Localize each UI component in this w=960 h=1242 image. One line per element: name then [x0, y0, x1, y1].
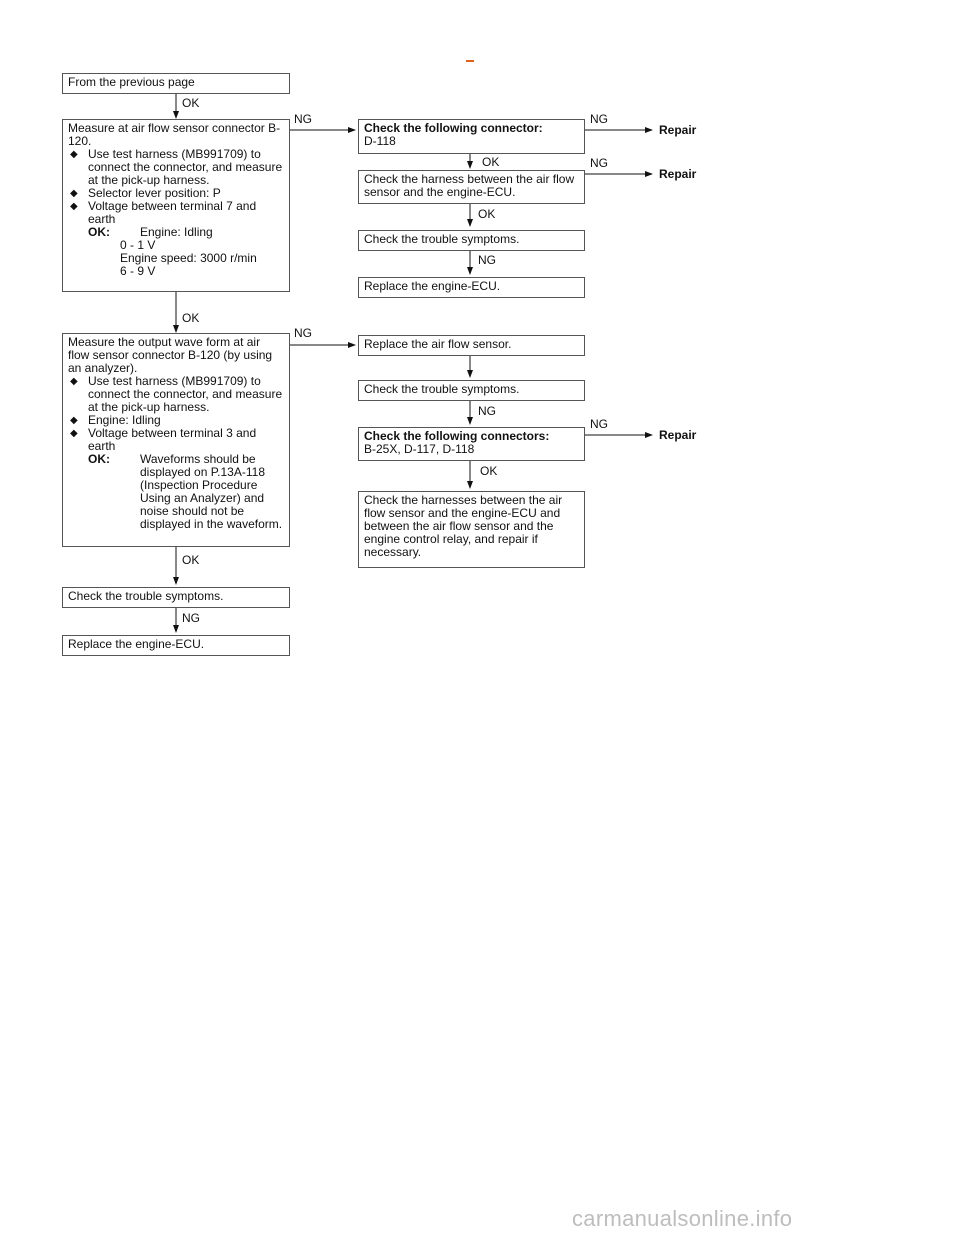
label-ok: OK: [182, 311, 200, 325]
check-symptoms-2-text: Check the trouble symptoms.: [364, 382, 520, 396]
ok-criteria-line: Engine: Idling: [140, 225, 213, 239]
measure-b120-bullet: ◆ Voltage between terminal 7 and earth: [68, 200, 284, 226]
replace-ecu-1-box: [358, 277, 585, 298]
measure-wave-bullet: ◆ Use test harness (MB991709) to connect the connector, and measure at the pick-up harness.: [68, 375, 284, 414]
check-symptoms-3-text: Check the trouble symptoms.: [68, 589, 224, 603]
label-ng: NG: [590, 112, 608, 126]
repair-label: Repair: [659, 123, 697, 137]
replace-ecu-2-text: Replace the engine-ECU.: [68, 637, 205, 651]
ok-criteria-line: Engine speed: 3000 r/min: [120, 251, 257, 265]
replace-afs-box: [358, 335, 585, 356]
label-ok: OK: [482, 155, 500, 169]
check-connectors-value: B-25X, D-117, D-118: [364, 442, 475, 456]
measure-wave-box: [62, 333, 290, 547]
label-ng: NG: [478, 253, 496, 267]
check-d118-box: [358, 119, 585, 154]
repair-label: Repair: [659, 167, 697, 181]
check-d118-title: Check the following connector:: [364, 121, 543, 135]
check-harnesses-relay-box: [358, 491, 585, 568]
check-symptoms-3-box: [62, 587, 290, 608]
measure-wave-title: Measure the output wave form at air flow sensor connector B-120 (by using an analyzer).: [68, 335, 273, 375]
measure-wave-ok-row: [68, 453, 284, 531]
measure-b120-box: [62, 119, 290, 292]
prev-page-text: From the previous page: [68, 75, 195, 89]
check-harnesses-relay-text: Check the harnesses between the air flow sensor and the engine-ECU and between the air flow sensor and the engine control relay, and repair if necessary.: [364, 493, 563, 559]
ok-criteria-text: Waveforms should be displayed on P.13A-118 (Inspection Procedure Using an Analyzer) and noise should not be displayed in the waveform.: [140, 452, 283, 531]
measure-b120-ok-row: [68, 226, 284, 239]
watermark: carmanualsonline.info: [572, 1206, 793, 1231]
replace-ecu-1-text: Replace the engine-ECU.: [364, 279, 501, 293]
label-ng: NG: [294, 112, 312, 126]
check-symptoms-2-box: [358, 380, 585, 401]
measure-b120-bullet: ◆ Selector lever position: P: [68, 187, 284, 200]
check-d118-value: D-118: [364, 134, 396, 148]
check-connectors-box: [358, 427, 585, 461]
label-ng: NG: [590, 156, 608, 170]
check-harness-ecu-text: Check the harness between the air flow sensor and the engine-ECU.: [364, 172, 575, 199]
measure-b120-bullet: ◆ Use test harness (MB991709) to connect the connector, and measure at the pick-up harness.: [68, 148, 284, 187]
prev-page-box: [62, 73, 290, 94]
measure-wave-bullet: ◆ Voltage between terminal 3 and earth: [68, 427, 284, 453]
label-ok: OK: [480, 464, 498, 478]
check-harness-ecu-box: [358, 170, 585, 204]
check-connectors-title: Check the following connectors:: [364, 429, 550, 443]
replace-ecu-2-box: [62, 635, 290, 656]
label-ok: OK: [478, 207, 496, 221]
measure-wave-bullet: ◆ Engine: Idling: [68, 414, 284, 427]
label-ok: OK: [182, 553, 200, 567]
label-ng: NG: [590, 417, 608, 431]
label-ok: OK: [182, 96, 200, 110]
label-ng: NG: [294, 326, 312, 340]
label-ng: NG: [182, 611, 200, 625]
ok-criteria-line: 6 - 9 V: [120, 264, 156, 278]
check-symptoms-1-box: [358, 230, 585, 251]
ok-criteria-line: 0 - 1 V: [120, 238, 156, 252]
check-symptoms-1-text: Check the trouble symptoms.: [364, 232, 520, 246]
repair-label: Repair: [659, 428, 697, 442]
ok-criteria-label: OK:: [88, 452, 110, 466]
label-ng: NG: [478, 404, 496, 418]
ok-criteria-label: OK:: [88, 225, 110, 239]
replace-afs-text: Replace the air flow sensor.: [364, 337, 512, 351]
measure-b120-title: Measure at air flow sensor connector B-120.: [68, 121, 281, 148]
